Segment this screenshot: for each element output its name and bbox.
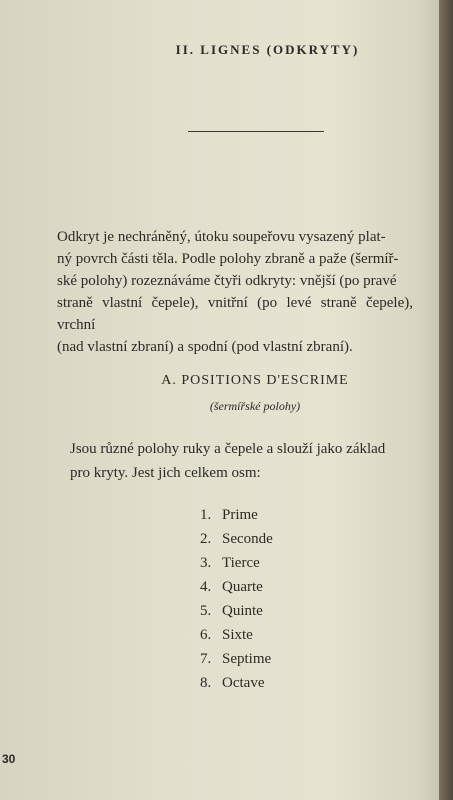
chapter-header: II. LIGNES (ODKRYTY) [175,42,360,57]
paragraph-line: (nad vlastní zbraní) a spodní (pod vlastní zbraní). [57,339,353,355]
intro-line: pro kryty. Jest jich celkem osm: [70,465,261,481]
item-name: Quarte [222,579,263,595]
item-number: 5. [200,603,212,619]
paragraph-line: straně vlastní čepele), vnitřní (po levé straně čepele), vrchní [57,295,413,333]
intro-line: Jsou různé polohy ruky a čepele a slouží jako základ [70,441,386,457]
item-name: Tierce [222,555,260,571]
item-name: Sixte [222,627,253,643]
item-number: 7. [200,651,212,667]
paragraph-line: ný povrch části těla. Podle polohy zbraně a paže (šermíř- [57,251,399,267]
item-name: Septime [222,651,272,667]
divider-rule [188,131,324,132]
item-number: 1. [200,507,212,523]
item-number: 4. [200,579,212,595]
item-number: 8. [200,675,212,691]
list-item [200,503,273,527]
list-item [200,575,273,599]
list-item [200,671,273,695]
list-item [200,599,273,623]
item-number: 3. [200,555,212,571]
body-paragraph [57,226,413,358]
paragraph-line: Odkryt je nechráněný, útoku soupeřovu vysazený plat- [57,229,386,245]
positions-list [200,503,273,695]
item-name: Octave [222,675,265,691]
page-number: 30 [2,752,16,766]
item-name: Quinte [222,603,263,619]
section-subtitle: (šermířské polohy) [209,399,301,413]
paragraph-line: ské polohy) rozeznáváme čtyři odkryty: vnější (po pravé [57,273,397,289]
page-edge [439,0,453,800]
item-number: 2. [200,531,212,547]
list-item [200,527,273,551]
section-title: A. POSITIONS D'ESCRIME [161,373,349,388]
item-number: 6. [200,627,212,643]
item-name: Prime [222,507,258,523]
list-item [200,551,273,575]
list-item [200,623,273,647]
list-item [200,647,273,671]
intro-text [70,437,420,485]
item-name: Seconde [222,531,273,547]
